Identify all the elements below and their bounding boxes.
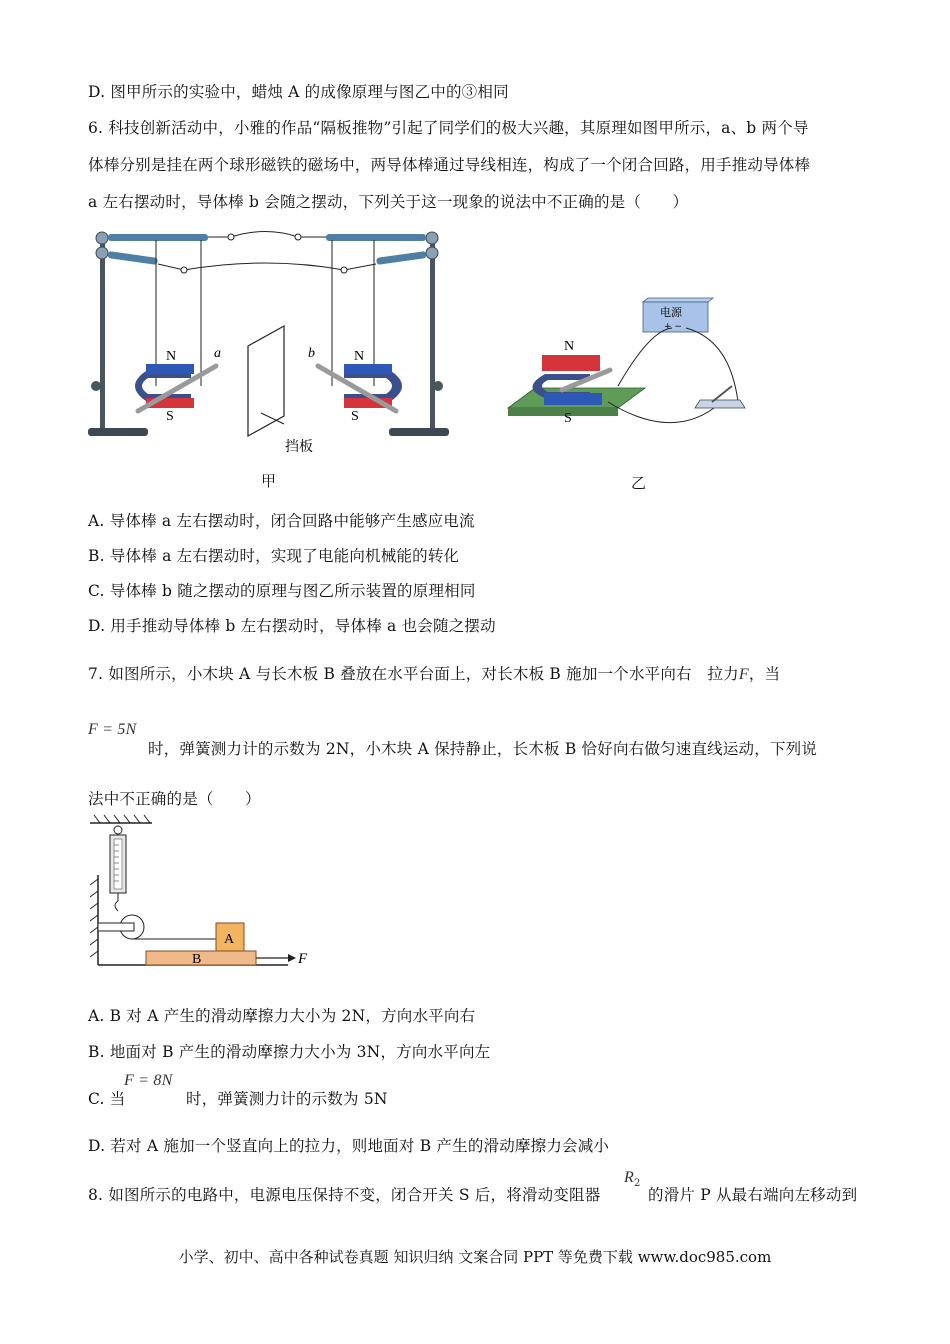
q7-option-c-post: 时，弹簧测力计的示数为 5N — [186, 1090, 388, 1108]
q8-r2-sub: 2 — [633, 1178, 641, 1190]
label-n-left: N — [166, 349, 177, 364]
label-b: b — [308, 346, 315, 361]
q5-option-d: D. 图甲所示的实验中，蜡烛 A 的成像原理与图乙中的③相同 — [88, 83, 509, 101]
q6-option-a: A. 导体棒 a 左右摆动时，闭合回路中能够产生感应电流 — [88, 512, 475, 530]
q7-force-var: F — [738, 666, 749, 683]
page-footer: 小学、初中、高中各种试卷真题 知识归纳 文案合同 PPT 等免费下载 www.doc985.com — [178, 1248, 772, 1266]
q7-option-c-eq: F = 8N — [124, 1072, 173, 1089]
label-s-left: S — [166, 409, 174, 424]
q7-option-c-pre: C. 当 — [88, 1090, 126, 1108]
q8-r2-symbol: R — [624, 1169, 634, 1186]
q8-r2 — [624, 1168, 641, 1189]
q7-stem-end: ，当 — [748, 665, 781, 683]
q6-option-b: B. 导体棒 a 左右摆动时，实现了电能向机械能的转化 — [88, 547, 460, 565]
figure-jia — [86, 226, 456, 455]
q7-stem-line2: 时，弹簧测力计的示数为 2N，小木块 A 保持静止，长木板 B 恰好向右做匀速直线运动，下列说 — [148, 740, 818, 758]
q7-stem-line2-math — [88, 720, 136, 739]
power-sign: + − — [664, 322, 682, 332]
q8-stem-line1-end: 的滑片 P 从最右端向左移动到 — [648, 1186, 858, 1204]
label-board-b: B — [192, 952, 202, 967]
q6-stem-line2: 体棒分别是挂在两个球形磁铁的磁场中，两导体棒通过导线相连，构成了一个闭合回路，用手推动导体棒 — [88, 156, 811, 174]
caption-jia: 甲 — [261, 472, 277, 490]
q6-stem-line3: a 左右摆动时，导体棒 b 会随之摆动，下列关于这一现象的说法中不正确的是（ ） — [88, 193, 689, 211]
q7-option-a: A. B 对 A 产生的滑动摩擦力大小为 2N，方向水平向右 — [88, 1007, 476, 1025]
label-baffle: 挡板 — [285, 439, 313, 455]
figure-q7 — [88, 815, 318, 975]
q7-option-b: B. 地面对 B 产生的滑动摩擦力大小为 3N，方向水平向左 — [88, 1043, 491, 1061]
q6-option-c: C. 导体棒 b 随之摆动的原理与图乙所示装置的原理相同 — [88, 582, 476, 600]
label-s-yi: S — [564, 411, 572, 426]
label-n-right: N — [354, 349, 365, 364]
label-a: a — [214, 346, 221, 361]
q7-stem-line1 — [88, 662, 780, 684]
q8-stem-line1: 8. 如图所示的电路中，电源电压保持不变，闭合开关 S 后，将滑动变阻器 — [88, 1186, 601, 1204]
q7-option-d: D. 若对 A 施加一个竖直向上的拉力，则地面对 B 产生的滑动摩擦力会减小 — [88, 1137, 610, 1155]
q7-stem-line3: 法中不正确的是（ ） — [88, 790, 261, 808]
figure-yi — [500, 290, 760, 440]
q6-stem-line1: 6. 科技创新活动中，小雅的作品“隔板推物”引起了同学们的极大兴趣，其原理如图甲所示，a、b 两个导 — [88, 119, 809, 137]
label-s-right: S — [351, 409, 359, 424]
q7-force-eq: F = 5N — [88, 721, 137, 738]
caption-yi: 乙 — [631, 474, 647, 492]
q7-option-c-math — [124, 1071, 172, 1090]
q6-option-d: D. 用手推动导体棒 b 左右摆动时，导体棒 a 也会随之摆动 — [88, 617, 496, 635]
label-force-f: F — [298, 951, 308, 967]
label-block-a: A — [224, 932, 235, 947]
label-n-yi: N — [564, 339, 575, 354]
power-label: 电源 — [660, 306, 682, 319]
q7-stem-text: 7. 如图所示，小木块 A 与长木板 B 叠放在水平台面上，对长木板 B 施加一个水平向右 拉力 — [88, 665, 739, 683]
